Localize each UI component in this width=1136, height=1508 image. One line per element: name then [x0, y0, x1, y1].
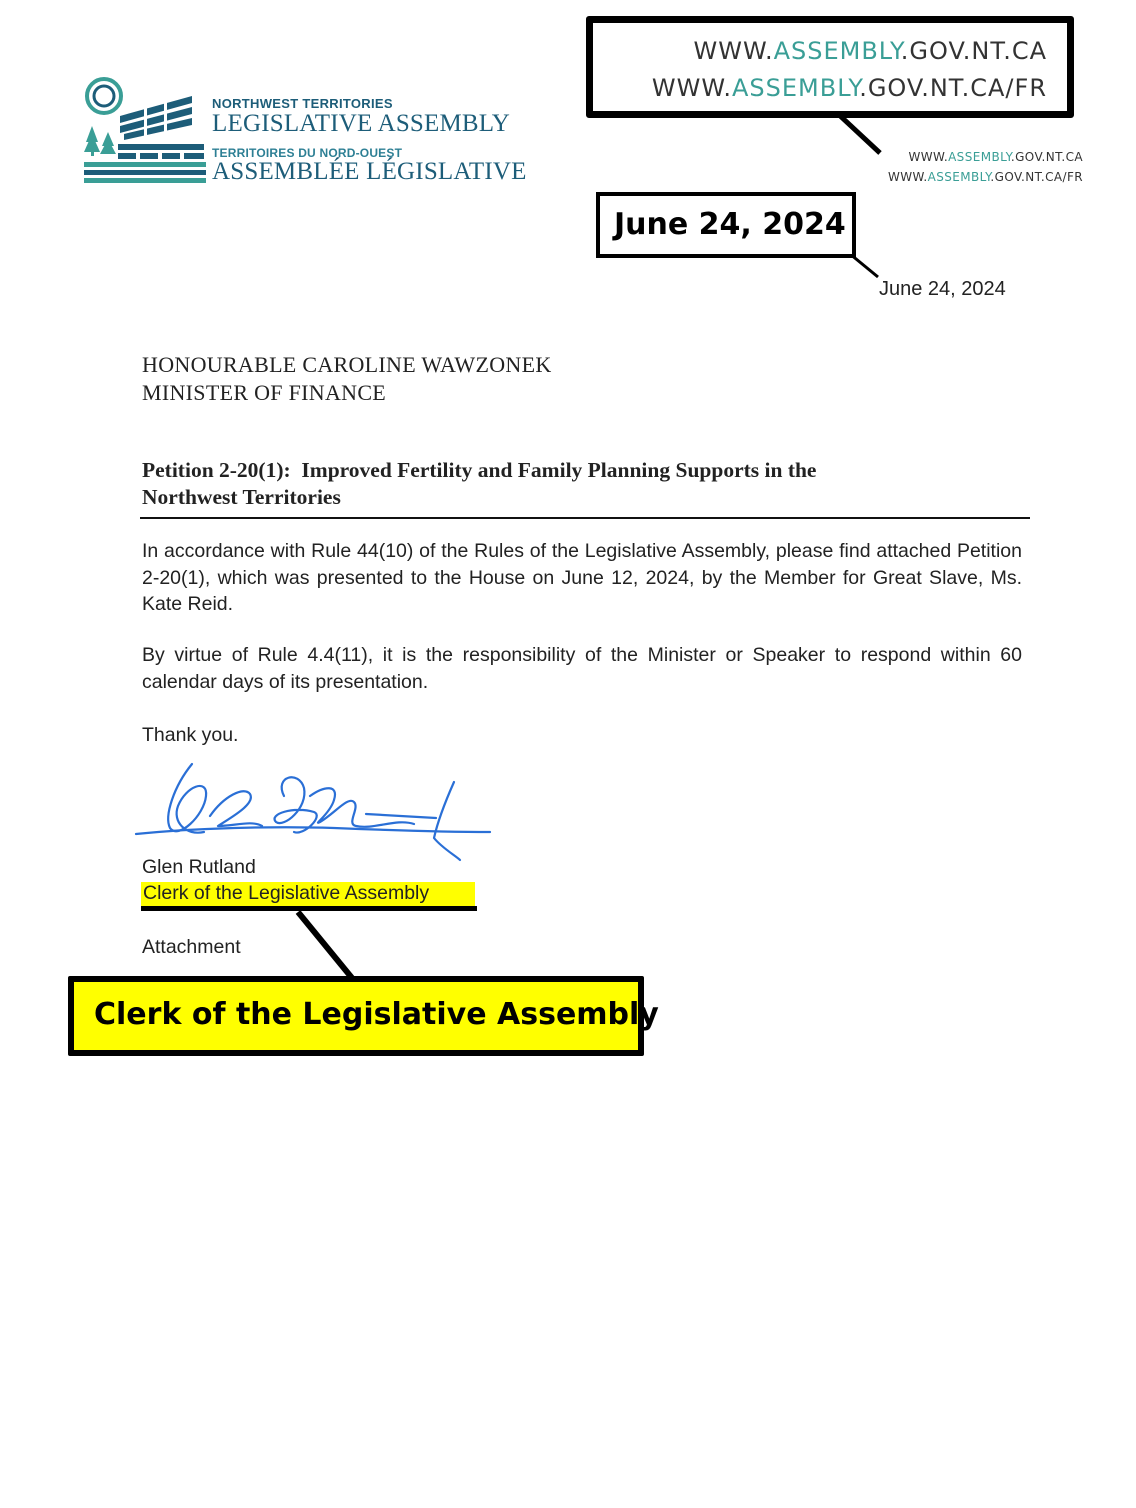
clerk-callout-text: Clerk of the Legislative Assembly: [94, 997, 659, 1032]
url-suffix: .GOV.NT.CA: [900, 37, 1047, 65]
nwt-legislative-assembly-logo-icon: [84, 76, 209, 184]
url-prefix: WWW.: [887, 170, 928, 184]
url-highlight: ASSEMBLY: [773, 37, 901, 65]
body-paragraph-2: By virtue of Rule 4.4(11), it is the responsibility of the Minister or Speaker to respond within 60 calendar days of its presentation.: [142, 644, 1022, 693]
closing-text: Thank you.: [142, 724, 239, 746]
subject-divider: [140, 517, 1030, 519]
url-highlight: ASSEMBLY: [732, 74, 860, 102]
url-highlight: ASSEMBLY: [927, 170, 991, 184]
header-url-1[interactable]: [908, 150, 1083, 164]
url-prefix: WWW.: [693, 37, 774, 65]
letter-date: June 24, 2024: [879, 278, 1006, 300]
signer-title: Clerk of the Legislative Assembly: [143, 882, 430, 904]
url-highlight: ASSEMBLY: [948, 150, 1011, 164]
logo-line-3: TERRITOIRES DU NORD-OUEST: [212, 146, 403, 160]
header-url-2[interactable]: [888, 170, 1083, 184]
url-suffix: .GOV.NT.CA/FR: [990, 170, 1083, 184]
logo-line-4: ASSEMBLÉE LÉGISLATIVE: [212, 158, 527, 185]
logo-line-1: NORTHWEST TERRITORIES: [212, 96, 393, 111]
url-callout: [586, 16, 1074, 118]
body-paragraph-1: In accordance with Rule 44(10) of the Rules of the Legislative Assembly, please find attached Petition 2-20(1), which was presented to the House on June 12, 2024, by the Member for Great Slave, Ms. Kate Reid.: [142, 540, 1022, 615]
subject-line-1: Petition 2-20(1): Improved Fertility and Family Planning Supports in the: [142, 458, 817, 482]
assembly-logo: [84, 76, 544, 188]
subject-heading: [142, 457, 1022, 511]
recipient-title: MINISTER OF FINANCE: [142, 380, 387, 405]
attachment-note: Attachment: [142, 936, 241, 958]
subject-line-2: Northwest Territories: [142, 485, 341, 509]
signer-title-underline: [141, 906, 477, 911]
handwritten-signature: [134, 756, 494, 866]
clerk-callout: [68, 976, 659, 1056]
signer-name: Glen Rutland: [142, 856, 256, 878]
logo-line-2: LEGISLATIVE ASSEMBLY: [212, 110, 511, 137]
url-prefix: WWW.: [908, 150, 949, 164]
url-callout-line-1[interactable]: [694, 37, 1048, 65]
url-suffix: .GOV.NT.CA/FR: [859, 74, 1047, 102]
url-suffix: .GOV.NT.CA: [1010, 150, 1083, 164]
url-callout-line-2[interactable]: [652, 74, 1047, 102]
date-callout: [596, 192, 856, 258]
url-prefix: WWW.: [651, 74, 732, 102]
date-callout-text: June 24, 2024: [614, 207, 846, 242]
recipient-name: HONOURABLE CAROLINE WAWZONEK: [142, 352, 552, 377]
